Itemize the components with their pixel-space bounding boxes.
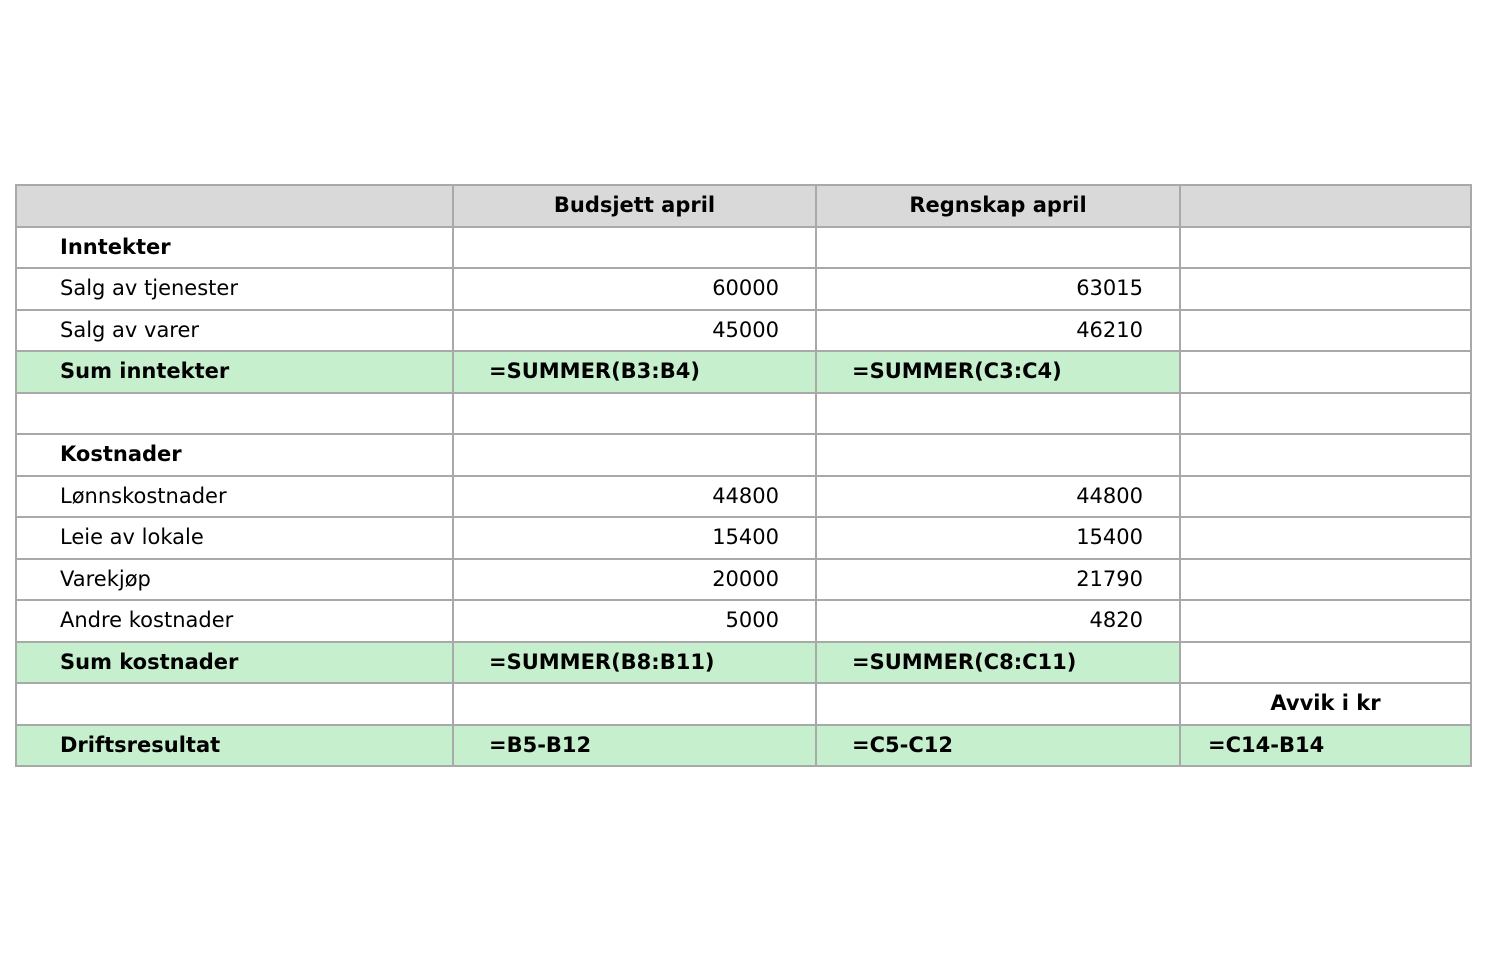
cell[interactable] [1180, 559, 1471, 601]
cell[interactable] [1180, 227, 1471, 269]
budget-formula[interactable]: =SUMMER(B8:B11) [453, 642, 816, 684]
table-row [16, 559, 1471, 601]
cell[interactable] [816, 393, 1180, 435]
table-row [16, 434, 1471, 476]
actual-formula[interactable]: =SUMMER(C3:C4) [816, 351, 1180, 393]
cell[interactable] [1180, 310, 1471, 352]
actual-value[interactable]: 15400 [816, 517, 1180, 559]
cell[interactable] [453, 227, 816, 269]
budget-value[interactable]: 20000 [453, 559, 816, 601]
row-label-income-heading[interactable]: Inntekter [16, 227, 453, 269]
row-label-costs-heading[interactable]: Kostnader [16, 434, 453, 476]
cell[interactable] [1180, 642, 1471, 684]
budget-value[interactable]: 60000 [453, 268, 816, 310]
budget-formula[interactable]: =SUMMER(B3:B4) [453, 351, 816, 393]
deviation-formula[interactable]: =C14-B14 [1180, 725, 1471, 767]
row-label[interactable]: Andre kostnader [16, 600, 453, 642]
sum-income-row [16, 351, 1471, 393]
table-row [16, 268, 1471, 310]
table-row [16, 683, 1471, 725]
cell[interactable] [453, 434, 816, 476]
header-cell-budget[interactable]: Budsjett april [453, 185, 816, 227]
actual-formula[interactable]: =SUMMER(C8:C11) [816, 642, 1180, 684]
cell[interactable] [453, 393, 816, 435]
actual-value[interactable]: 4820 [816, 600, 1180, 642]
row-label-operating-result[interactable]: Driftsresultat [16, 725, 453, 767]
row-label[interactable]: Varekjøp [16, 559, 453, 601]
table-row [16, 227, 1471, 269]
header-cell-d[interactable] [1180, 185, 1471, 227]
deviation-label[interactable]: Avvik i kr [1180, 683, 1471, 725]
budget-value[interactable]: 45000 [453, 310, 816, 352]
actual-value[interactable]: 46210 [816, 310, 1180, 352]
header-cell-accounts[interactable]: Regnskap april [816, 185, 1180, 227]
actual-formula[interactable]: =C5-C12 [816, 725, 1180, 767]
cell[interactable] [453, 683, 816, 725]
row-label[interactable]: Salg av tjenester [16, 268, 453, 310]
header-row [16, 185, 1471, 227]
sum-costs-row [16, 642, 1471, 684]
cell[interactable] [816, 434, 1180, 476]
budget-value[interactable]: 15400 [453, 517, 816, 559]
row-label[interactable]: Leie av lokale [16, 517, 453, 559]
cell[interactable] [16, 393, 453, 435]
cell[interactable] [1180, 434, 1471, 476]
budget-spreadsheet [15, 184, 1472, 767]
cell[interactable] [16, 683, 453, 725]
budget-formula[interactable]: =B5-B12 [453, 725, 816, 767]
cell[interactable] [1180, 517, 1471, 559]
cell[interactable] [1180, 476, 1471, 518]
row-label[interactable]: Salg av varer [16, 310, 453, 352]
cell[interactable] [1180, 351, 1471, 393]
cell[interactable] [816, 227, 1180, 269]
actual-value[interactable]: 63015 [816, 268, 1180, 310]
actual-value[interactable]: 44800 [816, 476, 1180, 518]
table-row [16, 517, 1471, 559]
row-label-sum-income[interactable]: Sum inntekter [16, 351, 453, 393]
table-row [16, 310, 1471, 352]
row-label[interactable]: Lønnskostnader [16, 476, 453, 518]
cell[interactable] [816, 683, 1180, 725]
table-row [16, 393, 1471, 435]
operating-result-row [16, 725, 1471, 767]
table-row [16, 476, 1471, 518]
budget-value[interactable]: 5000 [453, 600, 816, 642]
table-row [16, 600, 1471, 642]
cell[interactable] [1180, 268, 1471, 310]
budget-value[interactable]: 44800 [453, 476, 816, 518]
header-cell-a[interactable] [16, 185, 453, 227]
actual-value[interactable]: 21790 [816, 559, 1180, 601]
cell[interactable] [1180, 600, 1471, 642]
row-label-sum-costs[interactable]: Sum kostnader [16, 642, 453, 684]
cell[interactable] [1180, 393, 1471, 435]
